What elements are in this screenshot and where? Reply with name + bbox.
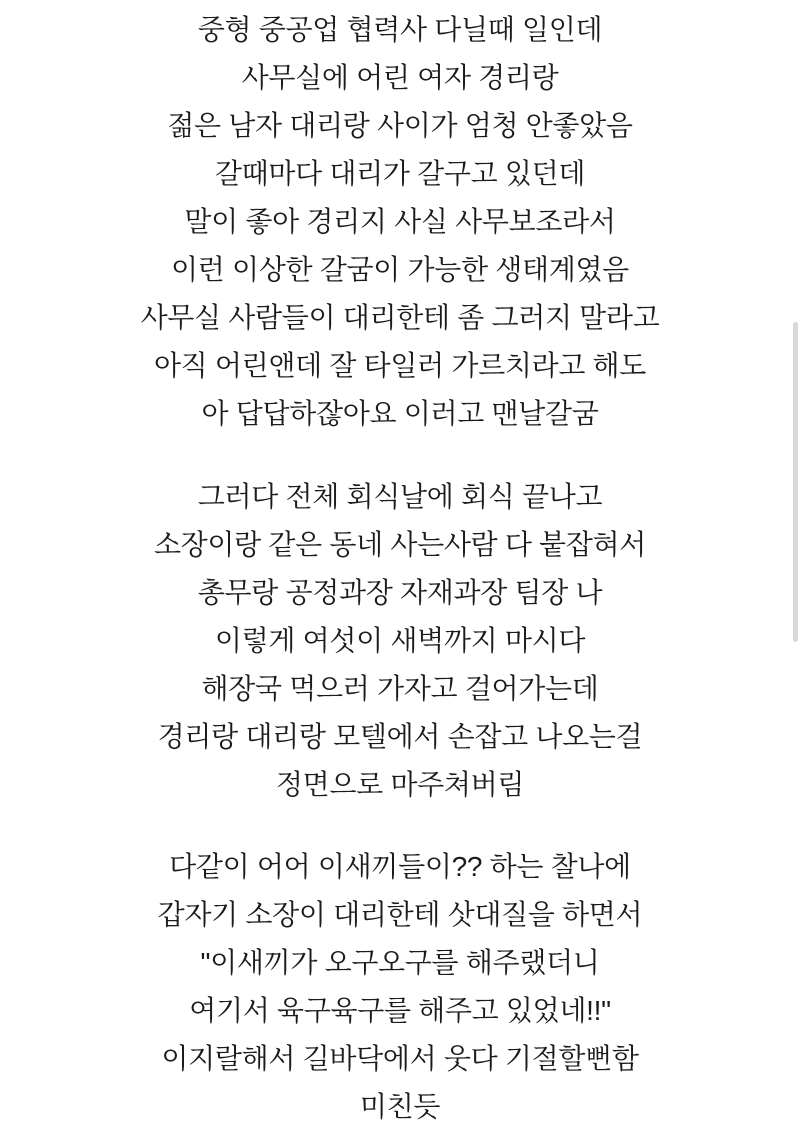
text-line: 갑자기 소장이 대리한테 삿대질을 하면서 [157,899,643,930]
text-line: 중형 중공업 협력사 다닐때 일인데 [197,14,603,45]
text-line: 그러다 전체 회식날에 회식 끝나고 [197,480,603,512]
text-line: 갈때마다 대리가 갈구고 있던데 [214,158,586,189]
text-line: 여기서 육구육구를 해주고 있었네!!" [189,995,611,1026]
paragraph-2 [24,473,776,809]
paragraph-3 [24,843,776,1131]
text-line: 경리랑 대리랑 모텔에서 손잡고 나오는걸 [157,720,643,752]
scrollbar-thumb[interactable] [793,322,798,642]
text-line: 이런 이상한 갈굼이 가능한 생태계였음 [171,254,629,285]
text-line: 이렇게 여섯이 새벽까지 마시다 [214,624,586,656]
text-line: 미친듯 [359,1091,441,1122]
text-line: "이새끼가 오구오구를 해주랬더니 [200,947,600,978]
text-line: 이지랄해서 길바닥에서 웃다 기절할뻔함 [161,1043,639,1074]
text-line: 소장이랑 같은 동네 사는사람 다 붙잡혀서 [153,528,647,560]
text-line: 총무랑 공정과장 자재과장 팀장 나 [197,576,603,608]
text-line: 사무실 사람들이 대리한테 좀 그러지 말라고 [140,302,660,333]
text-line: 젊은 남자 대리랑 사이가 엄청 안좋았음 [167,110,633,141]
text-line: 해장국 먹으러 가자고 걸어가는데 [201,672,599,704]
text-line: 정면으로 마주쳐버림 [275,768,525,800]
text-line: 말이 좋아 경리지 사실 사무보조라서 [184,206,616,237]
text-line: 사무실에 어린 여자 경리랑 [241,62,559,93]
text-line: 아 답답하잖아요 이러고 맨날갈굼 [201,398,599,429]
paragraph-1 [24,6,776,438]
text-line: 아직 어린앤데 잘 타일러 가르치라고 해도 [153,350,647,381]
text-line: 다같이 어어 이새끼들이?? 하는 찰나에 [169,851,631,882]
